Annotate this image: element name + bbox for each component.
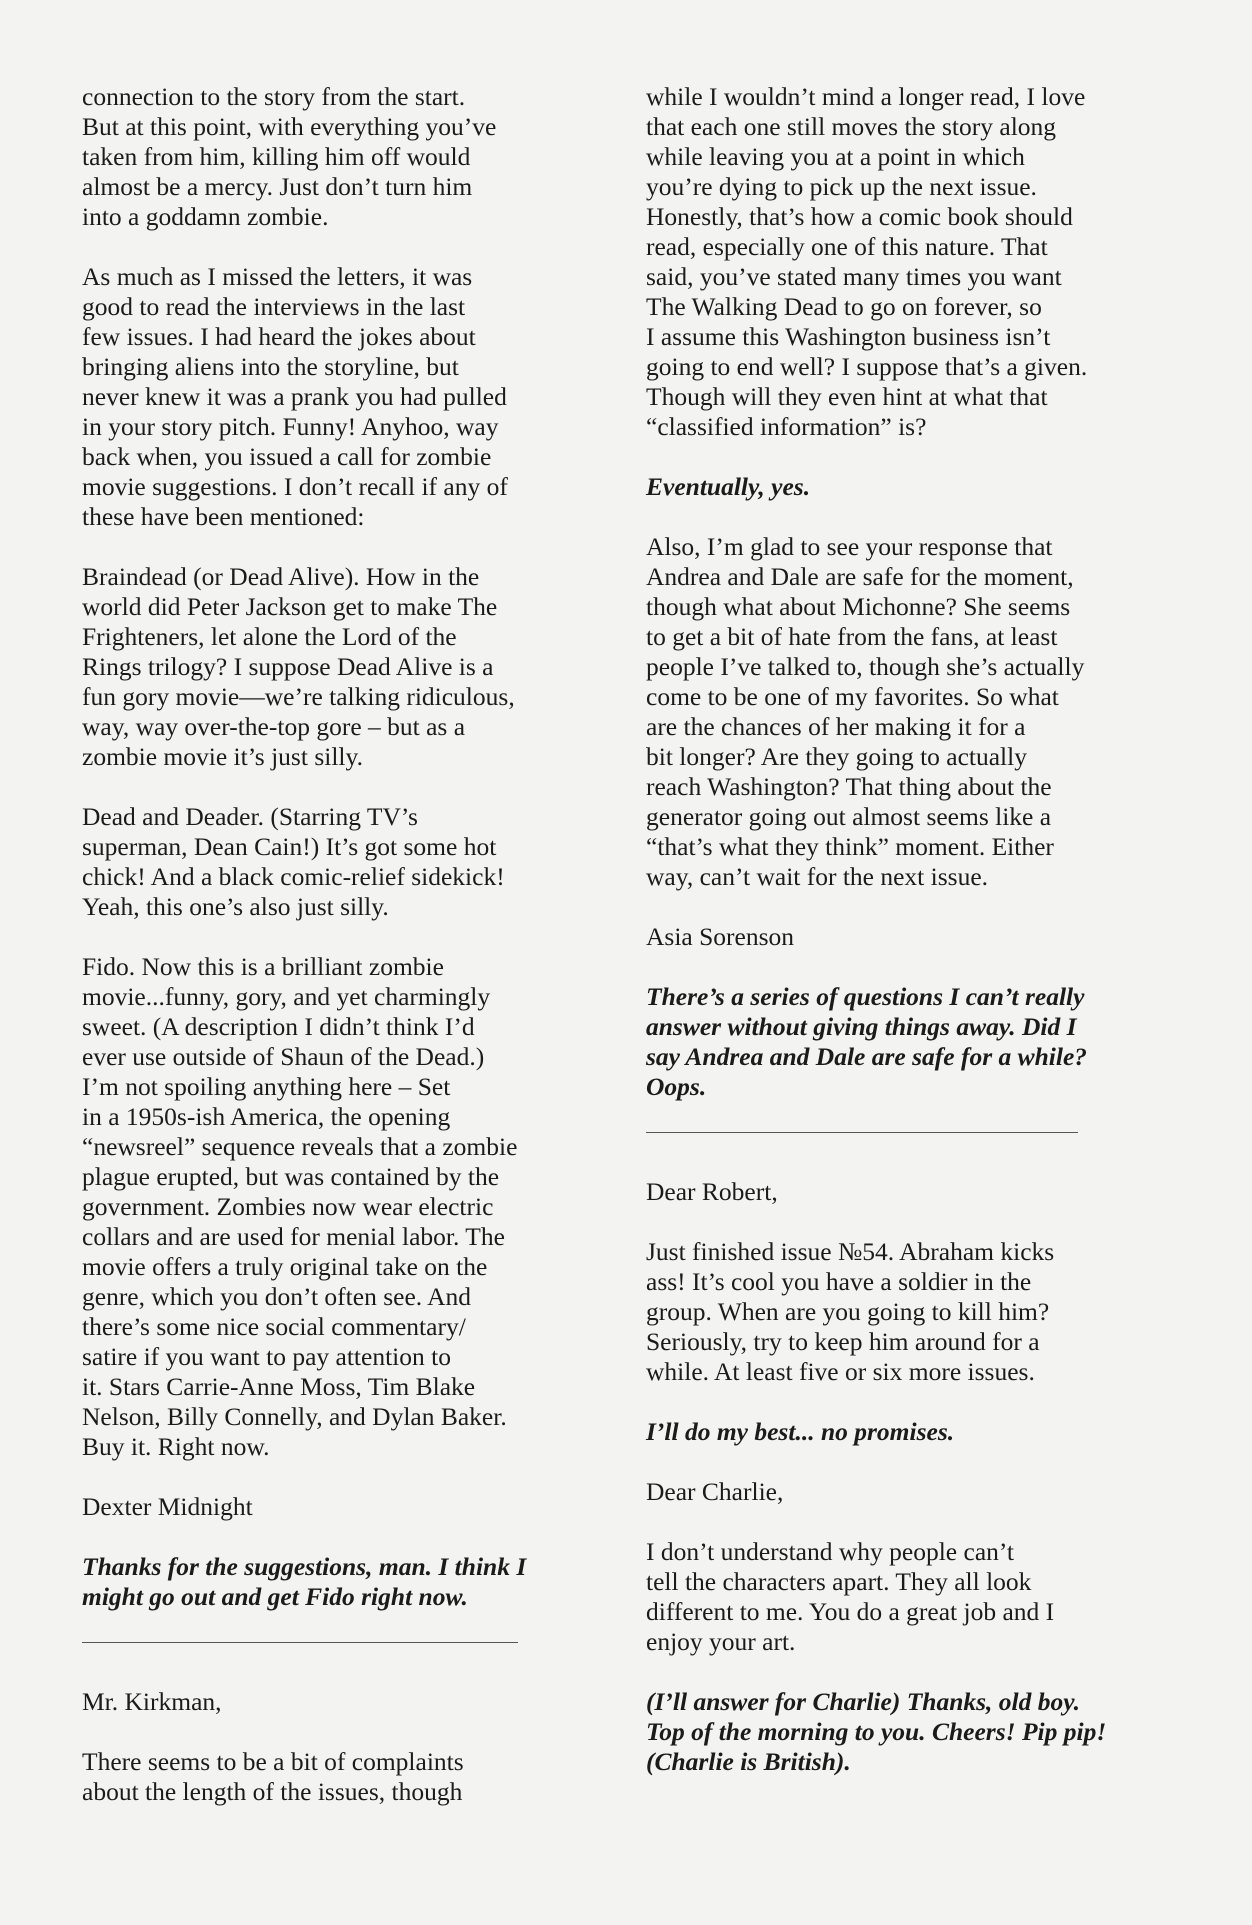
left-column <box>82 82 582 1837</box>
reply-line: Eventually, yes. <box>646 472 811 501</box>
text-line: Frighteners, let alone the Lord of the <box>82 622 457 651</box>
text-line: Buy it. Right now. <box>82 1432 270 1461</box>
text-line: back when, you issued a call for zombie <box>82 442 492 471</box>
editor-reply <box>646 982 1146 1102</box>
text-line: bringing aliens into the storyline, but <box>82 352 459 381</box>
letter-paragraph <box>82 952 582 1462</box>
text-line: Fido. Now this is a brilliant zombie <box>82 952 444 981</box>
text-line: to get a bit of hate from the fans, at least <box>646 622 1058 651</box>
letter-divider <box>82 1642 518 1643</box>
text-line: Andrea and Dale are safe for the moment, <box>646 562 1074 591</box>
signature-text: Asia Sorenson <box>646 922 795 951</box>
reply-line: Top of the morning to you. Cheers! Pip pip! <box>646 1717 1107 1746</box>
text-line: Nelson, Billy Connelly, and Dylan Baker. <box>82 1402 507 1431</box>
text-line: Though will they even hint at what that <box>646 382 1048 411</box>
text-line: Dead and Deader. (Starring TV’s <box>82 802 418 831</box>
text-line: few issues. I had heard the jokes about <box>82 322 476 351</box>
letter-paragraph <box>646 1537 1146 1657</box>
editor-reply <box>82 1552 582 1612</box>
salutation-text: Dear Charlie, <box>646 1477 784 1506</box>
text-line: almost be a mercy. Just don’t turn him <box>82 172 473 201</box>
editor-reply <box>646 472 1146 502</box>
text-line: Also, I’m glad to see your response that <box>646 532 1053 561</box>
text-line: in your story pitch. Funny! Anyhoo, way <box>82 412 499 441</box>
text-line: going to end well? I suppose that’s a given. <box>646 352 1088 381</box>
text-line: said, you’ve stated many times you want <box>646 262 1062 291</box>
text-line: The Walking Dead to go on forever, so <box>646 292 1042 321</box>
letter-paragraph <box>82 562 582 772</box>
text-line: there’s some nice social commentary/ <box>82 1312 466 1341</box>
text-line: are the chances of her making it for a <box>646 712 1026 741</box>
reply-line: There’s a series of questions I can’t really <box>646 982 1085 1011</box>
letter-paragraph <box>82 802 582 922</box>
text-line: taken from him, killing him off would <box>82 142 471 171</box>
text-line: movie offers a truly original take on the <box>82 1252 488 1281</box>
text-line: government. Zombies now wear electric <box>82 1192 494 1221</box>
reply-line: (I’ll answer for Charlie) Thanks, old boy. <box>646 1687 1081 1716</box>
letter-divider <box>646 1132 1078 1133</box>
letter-paragraph <box>646 82 1146 442</box>
text-line: Rings trilogy? I suppose Dead Alive is a <box>82 652 494 681</box>
text-line: Honestly, that’s how a comic book should <box>646 202 1073 231</box>
text-line: plague erupted, but was contained by the <box>82 1162 500 1191</box>
text-line: “that’s what they think” moment. Either <box>646 832 1054 861</box>
text-line: these have been mentioned: <box>82 502 365 531</box>
text-line: into a goddamn zombie. <box>82 202 329 231</box>
editor-reply <box>646 1417 1146 1447</box>
text-line: while. At least five or six more issues. <box>646 1357 1035 1386</box>
text-line: world did Peter Jackson get to make The <box>82 592 498 621</box>
text-line: though what about Michonne? She seems <box>646 592 1071 621</box>
editor-reply <box>646 1687 1146 1777</box>
letter-paragraph <box>82 262 582 532</box>
letter-paragraph <box>646 1237 1146 1387</box>
text-line: I assume this Washington business isn’t <box>646 322 1051 351</box>
reply-line: Thanks for the suggestions, man. I think I <box>82 1552 527 1581</box>
letter-salutation <box>646 1177 1146 1207</box>
text-line: chick! And a black comic-relief sidekick! <box>82 862 505 891</box>
text-line: connection to the story from the start. <box>82 82 466 111</box>
letter-signature <box>82 1492 582 1522</box>
text-line: while leaving you at a point in which <box>646 142 1025 171</box>
letter-signature <box>646 922 1146 952</box>
text-line: tell the characters apart. They all look <box>646 1567 1032 1596</box>
text-line: good to read the interviews in the last <box>82 292 466 321</box>
letter-paragraph <box>82 82 582 232</box>
text-line: group. When are you going to kill him? <box>646 1297 1050 1326</box>
text-line: people I’ve talked to, though she’s actually <box>646 652 1085 681</box>
reply-line: (Charlie is British). <box>646 1747 851 1776</box>
text-line: ever use outside of Shaun of the Dead.) <box>82 1042 485 1071</box>
text-line: satire if you want to pay attention to <box>82 1342 451 1371</box>
text-line: it. Stars Carrie-Anne Moss, Tim Blake <box>82 1372 476 1401</box>
text-line: But at this point, with everything you’ve <box>82 112 497 141</box>
text-line: way, way over-the-top gore – but as a <box>82 712 466 741</box>
text-line: bit longer? Are they going to actually <box>646 742 1027 771</box>
text-line: “classified information” is? <box>646 412 927 441</box>
reply-line: say Andrea and Dale are safe for a while? <box>646 1042 1088 1071</box>
text-line: Seriously, try to keep him around for a <box>646 1327 1040 1356</box>
text-line: ass! It’s cool you have a soldier in the <box>646 1267 1032 1296</box>
text-line: that each one still moves the story along <box>646 112 1057 141</box>
text-line: enjoy your art. <box>646 1627 796 1656</box>
reply-line: Oops. <box>646 1072 707 1101</box>
text-line: superman, Dean Cain!) It’s got some hot <box>82 832 497 861</box>
text-line: sweet. (A description I didn’t think I’d <box>82 1012 475 1041</box>
text-line: Just finished issue №54. Abraham kicks <box>646 1237 1055 1266</box>
right-column <box>646 82 1146 1807</box>
text-line: different to me. You do a great job and I <box>646 1597 1055 1626</box>
text-line: you’re dying to pick up the next issue. <box>646 172 1037 201</box>
text-line: movie...funny, gory, and yet charmingly <box>82 982 491 1011</box>
text-line: Yeah, this one’s also just silly. <box>82 892 389 921</box>
letter-salutation <box>646 1477 1146 1507</box>
reply-line: answer without giving things away. Did I <box>646 1012 1077 1041</box>
letter-paragraph <box>82 1747 582 1807</box>
text-line: There seems to be a bit of complaints <box>82 1747 464 1776</box>
text-line: while I wouldn’t mind a longer read, I love <box>646 82 1086 111</box>
text-line: collars and are used for menial labor. The <box>82 1222 505 1251</box>
text-line: As much as I missed the letters, it was <box>82 262 473 291</box>
text-line: I’m not spoiling anything here – Set <box>82 1072 451 1101</box>
text-line: come to be one of my favorites. So what <box>646 682 1059 711</box>
text-line: zombie movie it’s just silly. <box>82 742 363 771</box>
text-line: “newsreel” sequence reveals that a zombie <box>82 1132 518 1161</box>
text-line: reach Washington? That thing about the <box>646 772 1052 801</box>
reply-line: I’ll do my best... no promises. <box>646 1417 955 1446</box>
salutation-text: Dear Robert, <box>646 1177 778 1206</box>
text-line: never knew it was a prank you had pulled <box>82 382 507 411</box>
salutation-text: Mr. Kirkman, <box>82 1687 222 1716</box>
text-line: read, especially one of this nature. That <box>646 232 1048 261</box>
text-line: I don’t understand why people can’t <box>646 1537 1015 1566</box>
text-line: movie suggestions. I don’t recall if any of <box>82 472 508 501</box>
reply-line: might go out and get Fido right now. <box>82 1582 468 1611</box>
text-line: way, can’t wait for the next issue. <box>646 862 989 891</box>
text-line: in a 1950s-ish America, the opening <box>82 1102 451 1131</box>
text-line: generator going out almost seems like a <box>646 802 1052 831</box>
letter-paragraph <box>646 532 1146 892</box>
letter-salutation <box>82 1687 582 1717</box>
text-line: about the length of the issues, though <box>82 1777 463 1806</box>
signature-text: Dexter Midnight <box>82 1492 253 1521</box>
text-line: fun gory movie—we’re talking ridiculous, <box>82 682 515 711</box>
text-line: genre, which you don’t often see. And <box>82 1282 472 1311</box>
text-line: Braindead (or Dead Alive). How in the <box>82 562 480 591</box>
